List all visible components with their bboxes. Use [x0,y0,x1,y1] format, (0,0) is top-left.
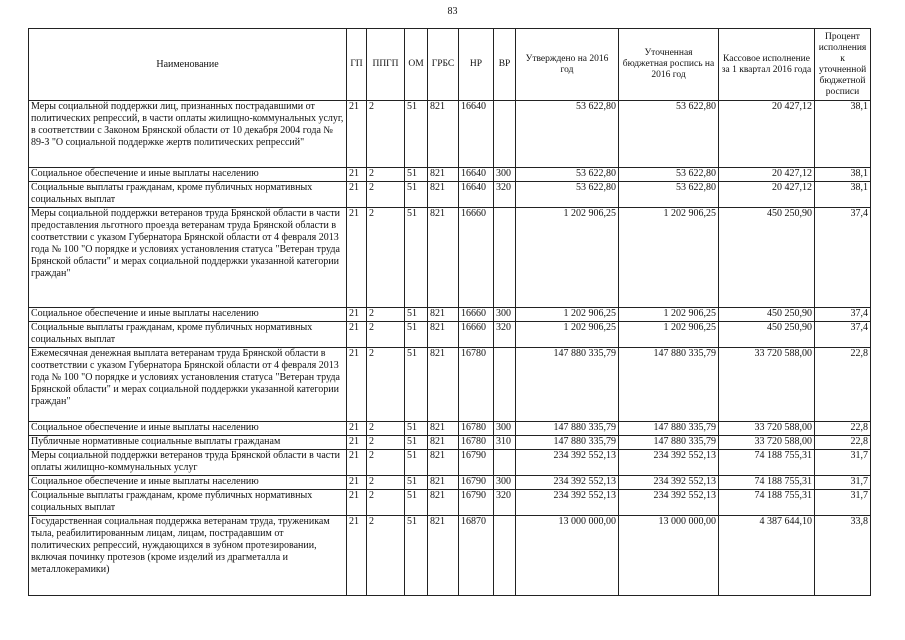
cell-approved: 147 880 335,79 [516,422,619,436]
header-np: НР [459,29,494,101]
cell-np: 16660 [459,208,494,308]
cell-approved: 1 202 906,25 [516,322,619,348]
cell-name: Меры социальной поддержки лиц, признанных пострадавшими от политических репрессий, в части оплаты жилищно-коммунальных услуг, в соответствии с Законом Брянской области от 10 декабря 2004 года № 89-З "О социальной поддержке жертв политических репрессий" [29,101,347,168]
table-row [29,168,871,182]
cell-ppgp: 2 [367,422,405,436]
cell-grbs: 821 [428,348,459,422]
cell-ppgp: 2 [367,450,405,476]
table-row [29,516,871,596]
page-number: 83 [447,6,458,17]
header-vr: ВР [494,29,516,101]
table-row [29,490,871,516]
cell-approved: 13 000 000,00 [516,516,619,596]
cell-percent: 31,7 [815,476,871,490]
header-om: ОМ [405,29,428,101]
cell-ppgp: 2 [367,208,405,308]
cell-cash: 74 188 755,31 [719,476,815,490]
cell-name: Меры социальной поддержки ветеранов труда Брянской области в части оплаты жилищно-коммунальных услуг [29,450,347,476]
cell-grbs: 821 [428,182,459,208]
cell-cash: 20 427,12 [719,182,815,208]
cell-vr: 310 [494,436,516,450]
cell-ppgp: 2 [367,476,405,490]
cell-om: 51 [405,348,428,422]
cell-gp: 21 [347,422,367,436]
cell-gp: 21 [347,476,367,490]
cell-om: 51 [405,450,428,476]
cell-cash: 20 427,12 [719,168,815,182]
cell-refined: 234 392 552,13 [619,490,719,516]
cell-cash: 33 720 588,00 [719,348,815,422]
cell-percent: 37,4 [815,208,871,308]
cell-vr [494,101,516,168]
cell-grbs: 821 [428,308,459,322]
cell-cash: 450 250,90 [719,208,815,308]
cell-vr: 300 [494,476,516,490]
cell-approved: 234 392 552,13 [516,490,619,516]
header-percent: Процент исполнения к уточненной бюджетной росписи [815,29,871,101]
cell-om: 51 [405,322,428,348]
header-refined: Уточненная бюджетная роспись на 2016 год [619,29,719,101]
cell-np: 16660 [459,322,494,348]
cell-cash: 20 427,12 [719,101,815,168]
cell-vr: 300 [494,308,516,322]
cell-np: 16790 [459,450,494,476]
table-row [29,436,871,450]
cell-om: 51 [405,182,428,208]
cell-cash: 450 250,90 [719,308,815,322]
cell-gp: 21 [347,101,367,168]
cell-vr [494,450,516,476]
cell-percent: 33,8 [815,516,871,596]
cell-np: 16780 [459,422,494,436]
cell-np: 16870 [459,516,494,596]
cell-ppgp: 2 [367,322,405,348]
cell-name: Ежемесячная денежная выплата ветеранам труда Брянской области в соответствии с указом Губернатора Брянской области от 4 февраля 2013 года № 100 "О порядке и условиях установления статуса "Ветеран труда Брянской области" и мерах социальной поддержки указанной категории граждан" [29,348,347,422]
cell-cash: 450 250,90 [719,322,815,348]
cell-om: 51 [405,308,428,322]
header-row [29,29,871,101]
cell-ppgp: 2 [367,168,405,182]
cell-grbs: 821 [428,101,459,168]
cell-gp: 21 [347,450,367,476]
cell-vr [494,348,516,422]
cell-cash: 74 188 755,31 [719,450,815,476]
cell-om: 51 [405,208,428,308]
cell-np: 16660 [459,308,494,322]
cell-gp: 21 [347,348,367,422]
cell-approved: 1 202 906,25 [516,208,619,308]
cell-vr: 320 [494,490,516,516]
cell-name: Меры социальной поддержки ветеранов труда Брянской области в части предоставления льготного проезда ветеранам труда Брянской области в соответствии с указом Губернатора Брянской области от 4 февраля 2013 года № 100 "О порядке и условиях установления статуса "Ветеран труда Брянской области" и мерах социальной поддержки указанной категории граждан" [29,208,347,308]
cell-approved: 234 392 552,13 [516,476,619,490]
table-row [29,348,871,422]
cell-grbs: 821 [428,450,459,476]
cell-refined: 234 392 552,13 [619,450,719,476]
cell-vr [494,516,516,596]
cell-grbs: 821 [428,436,459,450]
cell-refined: 234 392 552,13 [619,476,719,490]
cell-approved: 53 622,80 [516,101,619,168]
cell-percent: 38,1 [815,168,871,182]
cell-om: 51 [405,101,428,168]
cell-percent: 38,1 [815,182,871,208]
header-gp: ГП [347,29,367,101]
cell-np: 16780 [459,348,494,422]
cell-percent: 22,8 [815,422,871,436]
cell-percent: 37,4 [815,322,871,348]
cell-om: 51 [405,476,428,490]
cell-grbs: 821 [428,208,459,308]
cell-name: Публичные нормативные социальные выплаты гражданам [29,436,347,450]
cell-refined: 53 622,80 [619,182,719,208]
budget-table [28,28,871,596]
cell-ppgp: 2 [367,516,405,596]
cell-cash: 74 188 755,31 [719,490,815,516]
header-ppgp: ППГП [367,29,405,101]
cell-ppgp: 2 [367,490,405,516]
cell-ppgp: 2 [367,101,405,168]
cell-grbs: 821 [428,168,459,182]
table-row [29,182,871,208]
cell-refined: 147 880 335,79 [619,422,719,436]
cell-ppgp: 2 [367,348,405,422]
cell-gp: 21 [347,516,367,596]
cell-cash: 33 720 588,00 [719,422,815,436]
cell-name: Социальное обеспечение и иные выплаты населению [29,308,347,322]
cell-refined: 147 880 335,79 [619,348,719,422]
header-name: Наименование [29,29,347,101]
cell-name: Государственная социальная поддержка ветеранам труда, труженикам тыла, реабилитированным лицам, лицам, пострадавшим от политических репрессий, нуждающихся в зубном протезировании, включая починку протезов (кроме изделий из драгметалла и металлокерамики) [29,516,347,596]
cell-np: 16790 [459,476,494,490]
header-cash: Кассовое исполнение за 1 квартал 2016 года [719,29,815,101]
table-row [29,422,871,436]
cell-approved: 1 202 906,25 [516,308,619,322]
cell-np: 16640 [459,182,494,208]
cell-gp: 21 [347,168,367,182]
cell-approved: 147 880 335,79 [516,436,619,450]
cell-refined: 53 622,80 [619,168,719,182]
cell-np: 16790 [459,490,494,516]
cell-vr: 300 [494,168,516,182]
cell-refined: 1 202 906,25 [619,208,719,308]
table-row [29,322,871,348]
cell-np: 16780 [459,436,494,450]
cell-cash: 4 387 644,10 [719,516,815,596]
cell-percent: 22,8 [815,436,871,450]
cell-percent: 38,1 [815,101,871,168]
cell-approved: 147 880 335,79 [516,348,619,422]
cell-refined: 53 622,80 [619,101,719,168]
table-row [29,450,871,476]
table-row [29,208,871,308]
cell-percent: 31,7 [815,490,871,516]
cell-gp: 21 [347,208,367,308]
cell-name: Социальные выплаты гражданам, кроме публичных нормативных социальных выплат [29,182,347,208]
cell-vr [494,208,516,308]
cell-refined: 147 880 335,79 [619,436,719,450]
table-row [29,101,871,168]
cell-gp: 21 [347,490,367,516]
table-body [29,101,871,596]
cell-percent: 22,8 [815,348,871,422]
cell-vr: 320 [494,322,516,348]
cell-approved: 53 622,80 [516,182,619,208]
cell-gp: 21 [347,182,367,208]
table-row [29,476,871,490]
cell-np: 16640 [459,168,494,182]
cell-refined: 1 202 906,25 [619,322,719,348]
cell-refined: 13 000 000,00 [619,516,719,596]
cell-cash: 33 720 588,00 [719,436,815,450]
cell-om: 51 [405,490,428,516]
cell-name: Социальные выплаты гражданам, кроме публичных нормативных социальных выплат [29,490,347,516]
cell-np: 16640 [459,101,494,168]
cell-approved: 53 622,80 [516,168,619,182]
cell-om: 51 [405,168,428,182]
cell-name: Социальное обеспечение и иные выплаты населению [29,422,347,436]
cell-om: 51 [405,436,428,450]
cell-name: Социальное обеспечение и иные выплаты населению [29,168,347,182]
header-approved: Утверждено на 2016 год [516,29,619,101]
cell-refined: 1 202 906,25 [619,308,719,322]
cell-om: 51 [405,516,428,596]
cell-grbs: 821 [428,516,459,596]
cell-gp: 21 [347,322,367,348]
cell-grbs: 821 [428,476,459,490]
cell-om: 51 [405,422,428,436]
cell-name: Социальные выплаты гражданам, кроме публичных нормативных социальных выплат [29,322,347,348]
cell-ppgp: 2 [367,436,405,450]
cell-vr: 320 [494,182,516,208]
header-grbs: ГРБС [428,29,459,101]
table-row [29,308,871,322]
cell-grbs: 821 [428,422,459,436]
cell-name: Социальное обеспечение и иные выплаты населению [29,476,347,490]
cell-ppgp: 2 [367,308,405,322]
cell-ppgp: 2 [367,182,405,208]
cell-approved: 234 392 552,13 [516,450,619,476]
cell-percent: 37,4 [815,308,871,322]
cell-gp: 21 [347,308,367,322]
cell-percent: 31,7 [815,450,871,476]
cell-vr: 300 [494,422,516,436]
cell-grbs: 821 [428,322,459,348]
cell-grbs: 821 [428,490,459,516]
cell-gp: 21 [347,436,367,450]
